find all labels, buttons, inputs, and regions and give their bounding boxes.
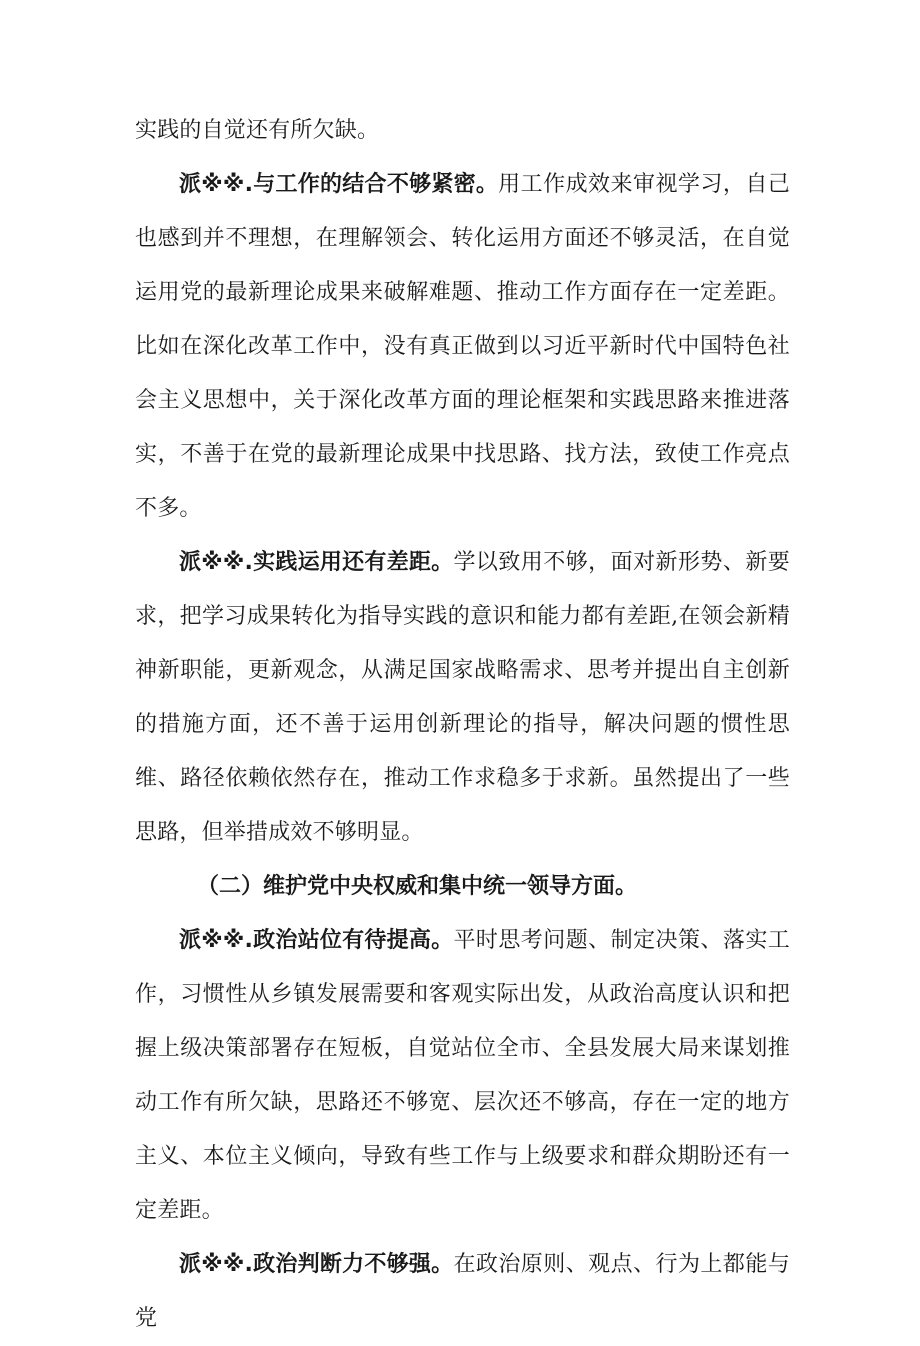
paragraph-work-integration	[135, 158, 790, 536]
paragraph-lead: 派※※.与工作的结合不够紧密。	[179, 172, 499, 197]
paragraph-continuation	[135, 104, 790, 158]
paragraph-body: 在政治原则、观点、行为上都能与党	[135, 1252, 790, 1331]
paragraph-body: 平时思考问题、制定决策、落实工作，习惯性从乡镇发展需要和客观实际出发，从政治高度认识和把握上级决策部署存在短板，自觉站位全市、全县发展大局来谋划推动工作有所欠缺，思路还不够宽、层次还不够高，存在一定的地方主义、本位主义倾向，导致有些工作与上级要求和群众期盼还有一定差距。	[135, 928, 790, 1223]
section-heading: （二）维护党中央权威和集中统一领导方面。	[197, 874, 638, 899]
paragraph-body: 用工作成效来审视学习，自己也感到并不理想，在理解领会、转化运用方面还不够灵活，在自觉运用党的最新理论成果来破解难题、推动工作方面存在一定差距。比如在深化改革工作中，没有真正做到以习近平新时代中国特色社会主义思想中，关于深化改革方面的理论框架和实践思路来推进落实，不善于在党的最新理论成果中找思路、找方法，致使工作亮点不多。	[135, 172, 790, 521]
paragraph-political-standing	[135, 914, 790, 1238]
paragraph-practice-application	[135, 536, 790, 860]
paragraph-lead: 派※※.政治判断力不够强。	[179, 1252, 454, 1277]
paragraph-body: 实践的自觉还有所欠缺。	[135, 118, 380, 143]
paragraph-political-judgment	[135, 1238, 790, 1346]
paragraph-body: 学以致用不够，面对新形势、新要求，把学习成果转化为指导实践的意识和能力都有差距,在领会新精神新职能，更新观念，从满足国家战略需求、思考并提出自主创新的措施方面，还不善于运用创新理论的指导，解决问题的惯性思维、路径依赖依然存在，推动工作求稳多于求新。虽然提出了一些思路，但举措成效不够明显。	[135, 550, 790, 845]
paragraph-lead: 派※※.政治站位有待提高。	[179, 928, 454, 953]
paragraph-lead: 派※※.实践运用还有差距。	[179, 550, 454, 575]
document-body	[135, 104, 790, 1346]
